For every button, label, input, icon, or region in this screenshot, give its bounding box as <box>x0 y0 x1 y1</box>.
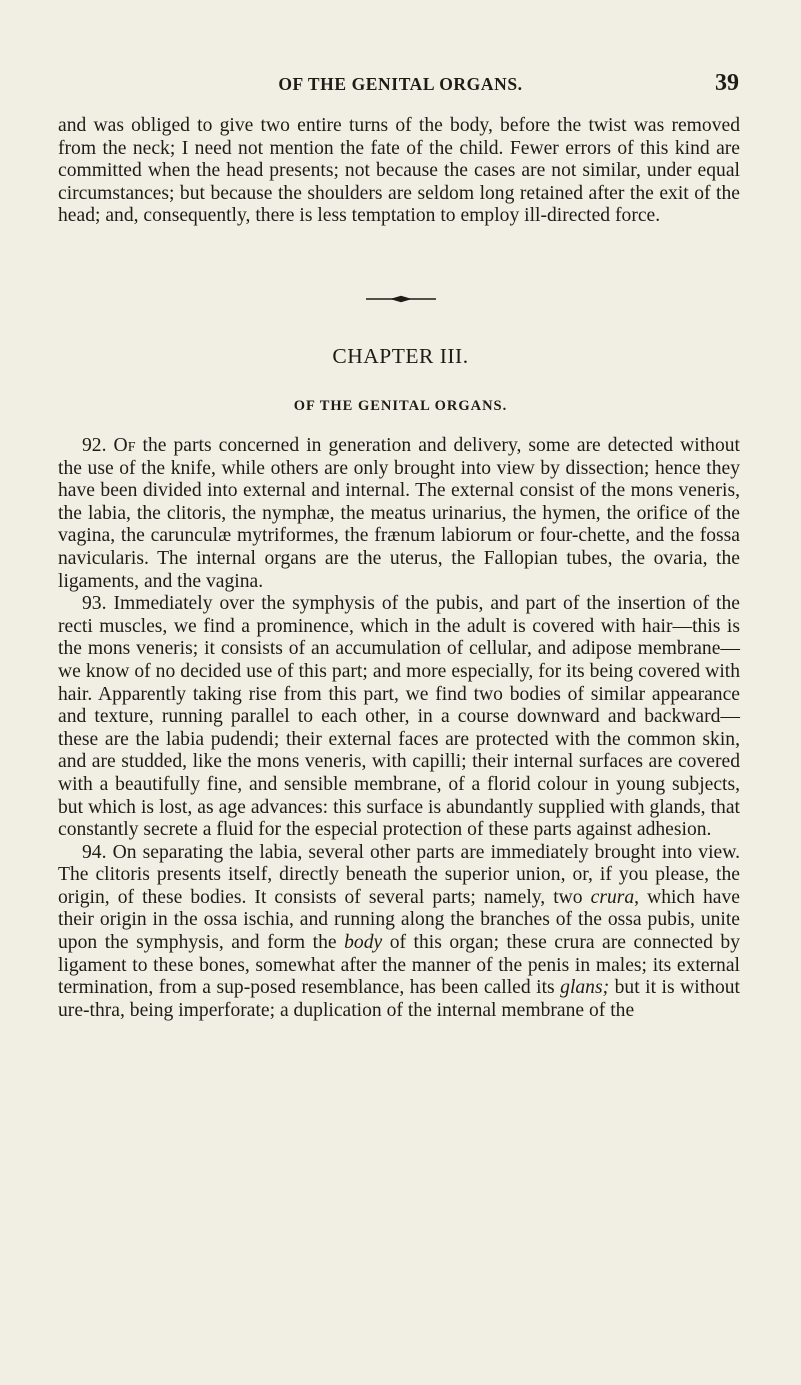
running-title: OF THE GENITAL ORGANS. <box>278 74 523 94</box>
continuation-paragraph: and was obliged to give two entire turns of the body, before the twist was removed from the neck; I need not mention the fate of the child. Fewer errors of this kind are committed when the head presents; not because the cases are not similar, under equal circumstances; but because the shoulders are seldom long retained after the exit of the head; and, consequently, there is less temptation to employ ill-directed force. <box>58 115 740 227</box>
paragraph-number: 94. <box>82 841 107 863</box>
paragraph-lead-word: Of <box>113 435 136 456</box>
paragraph-92 <box>58 435 740 593</box>
running-head <box>0 70 801 100</box>
chapter-body <box>58 435 740 1022</box>
continuation-text-block <box>58 115 740 228</box>
section-divider-ornament <box>366 295 436 303</box>
paragraph-93 <box>58 593 740 842</box>
italic-term-crura: crura <box>590 886 635 908</box>
paragraph-text: of this organ; these crura are connected by ligament to these bones, somewhat after the manner of the penis in males; its external termination, from a sup-posed resemblance, has been called its <box>58 932 740 999</box>
chapter-title: CHAPTER III. <box>332 344 469 368</box>
paragraph-number: 93. <box>82 593 107 615</box>
paragraph-number: 92. <box>82 435 107 456</box>
paragraph-text: Immediately over the symphysis of the pubis, and part of the insertion of the recti muscles, we find a prominence, which in the adult is covered with hair—this is the mons veneris; it consists of an accumulation of cellular, and adipose membrane—we know of no decided use of this part; and more especially, for its being covered with hair. Apparently taking rise from this part, we find two bodies of similar appearance and texture, running parallel to each other, in a course downward and backward—these are the labia pudendi; their external faces are protected with the common skin, and are studded, like the mons veneris, with capilli; their internal surfaces are covered with a beautifully fine, and sensible membrane, of a florid colour in young subjects, but which is lost, as age advances: this surface is abundantly supplied with glands, that constantly secrete a fluid for the especial protection of these parts against adhesion. <box>58 593 740 841</box>
italic-term-glans: glans; <box>560 977 610 999</box>
paragraph-text: the parts concerned in generation and delivery, some are detected without the use of the knife, while others are only brought into view by dissection; hence they have been divided into external and internal. The external consist of the mons veneris, the labia, the clitoris, the nymphæ, the meatus urinarius, the hymen, the orifice of the vagina, the carunculæ mytriformes, the frænum labiorum or four-chette, and the fossa navicularis. The internal organs are the uterus, the Fallopian tubes, the ovaria, the ligaments, and the vagina. <box>58 435 740 592</box>
chapter-subtitle: OF THE GENITAL ORGANS. <box>293 398 508 414</box>
italic-term-body: body <box>344 932 383 954</box>
paragraph-text: , which have their origin in the ossa ischia, and running along the branches of the ossa pubis, unite upon the symphysis, and form the <box>58 886 740 954</box>
page-number: 39 <box>715 70 739 96</box>
paragraph-text: but it is without ure-thra, being imperforate; a duplication of the internal membrane of the <box>58 977 740 1021</box>
paragraph-94 <box>58 842 740 1023</box>
paragraph-text: On separating the labia, several other parts are immediately brought into view. The clitoris presents itself, directly beneath the superior union, or, if you please, the origin, of these bodies. It consists of several parts; namely, two <box>58 841 740 908</box>
